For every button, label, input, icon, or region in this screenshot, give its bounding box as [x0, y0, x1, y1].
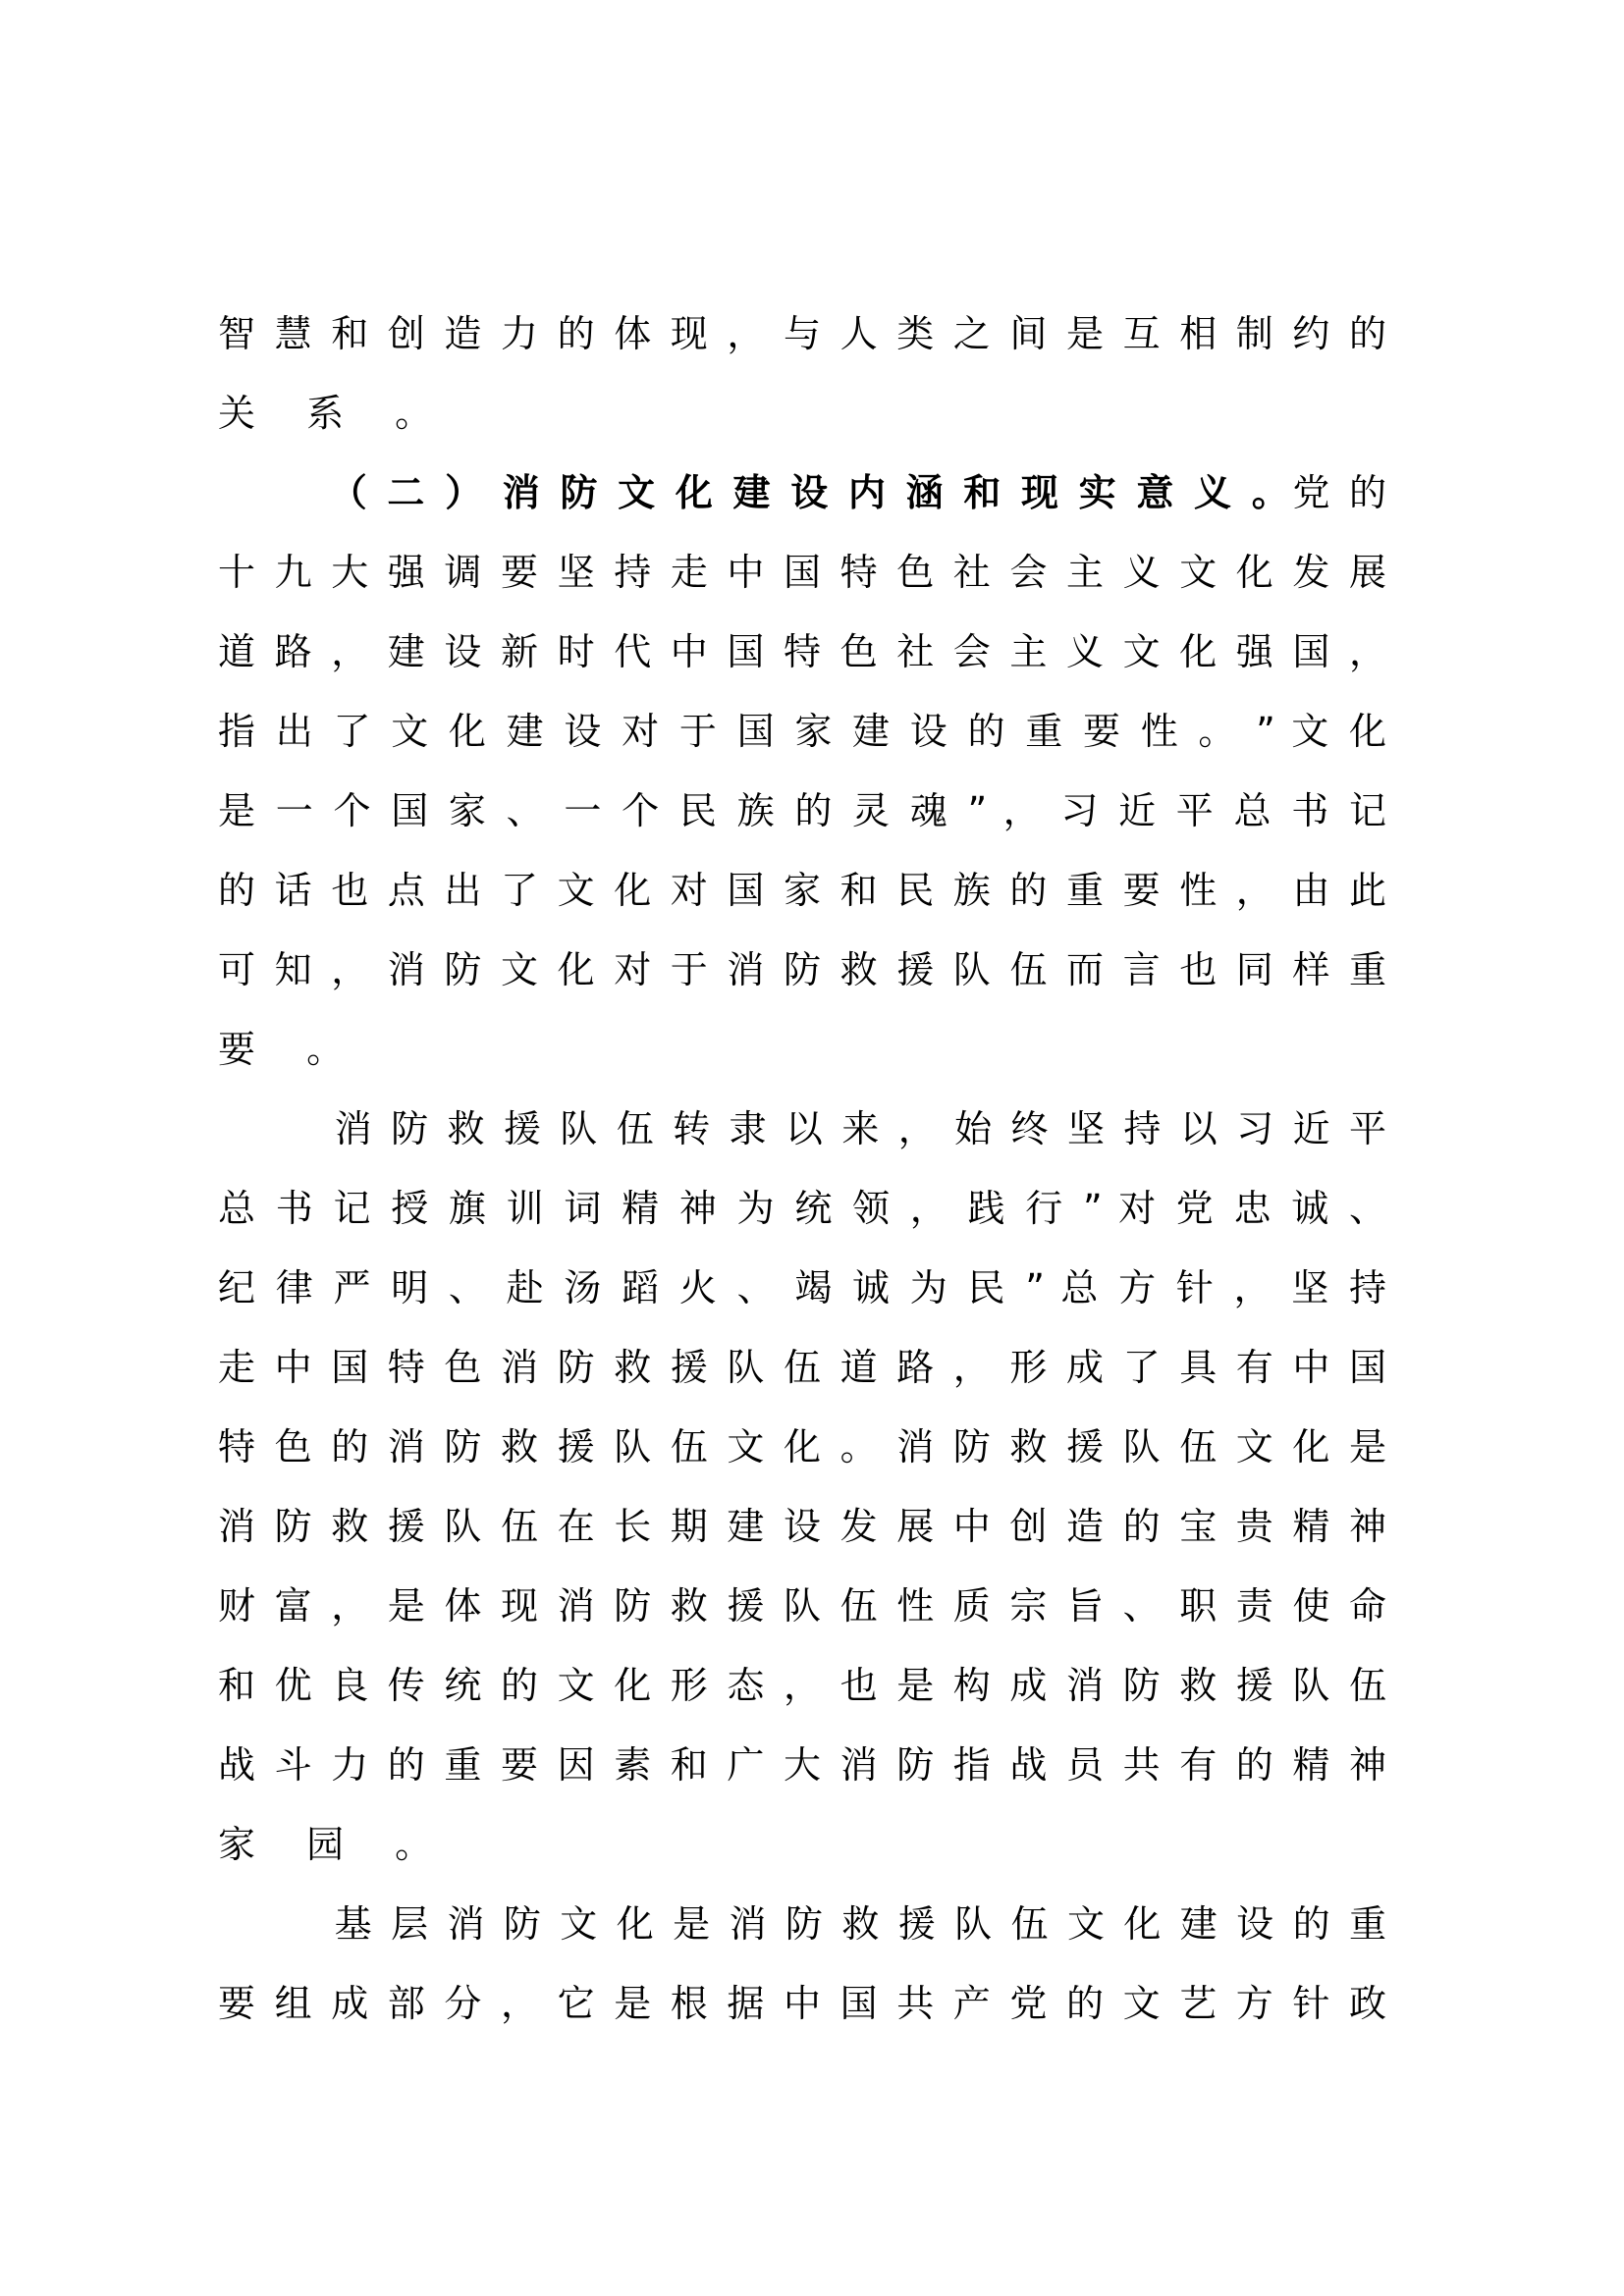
text-line: 总 书 记 授 旗 训 词 精 神 为 统 领 ， 践 行 ” 对 党 忠 诚 、 [218, 1187, 1386, 1230]
text-line: 走 中 国 特 色 消 防 救 援 队 伍 道 路 ， 形 成 了 具 有 中 国 [218, 1346, 1386, 1389]
body-text [218, 294, 1386, 2044]
text-line: 道 路 ， 建 设 新 时 代 中 国 特 色 社 会 主 义 文 化 强 国 ， [218, 630, 1386, 673]
text-line: 基 层 消 防 文 化 是 消 防 救 援 队 伍 文 化 建 设 的 重 [331, 1902, 1386, 1946]
text-line: 的 话 也 点 出 了 文 化 对 国 家 和 民 族 的 重 要 性 ， 由 此 [218, 869, 1386, 912]
section-heading: （ 二 ） 消 防 文 化 建 设 内 涵 和 现 实 意 义 。 [326, 471, 1293, 514]
text-line: 是 一 个 国 家 、 一 个 民 族 的 灵 魂 ” ， 习 近 平 总 书 记 [218, 789, 1386, 832]
text-line: 家 园 。 [218, 1823, 453, 1866]
text-line: 可 知 ， 消 防 文 化 对 于 消 防 救 援 队 伍 而 言 也 同 样 重 [218, 948, 1386, 991]
text-line: 特 色 的 消 防 救 援 队 伍 文 化 。 消 防 救 援 队 伍 文 化 是 [218, 1425, 1386, 1468]
text-line: 和 优 良 传 统 的 文 化 形 态 ， 也 是 构 成 消 防 救 援 队 伍 [218, 1664, 1386, 1707]
text-line: 关 系 。 [218, 392, 453, 435]
section-heading-line [218, 454, 1386, 533]
text-line: 财 富 ， 是 体 现 消 防 救 援 队 伍 性 质 宗 旨 、 职 责 使 命 [218, 1584, 1386, 1628]
text-line: 消 防 救 援 队 伍 转 隶 以 来 ， 始 终 坚 持 以 习 近 平 [331, 1107, 1386, 1150]
paragraph-first-line [218, 1090, 1386, 1169]
text-line: 要 组 成 部 分 ， 它 是 根 据 中 国 共 产 党 的 文 艺 方 针 政 [218, 1982, 1386, 2025]
text-line: 智 慧 和 创 造 力 的 体 现 ， 与 人 类 之 间 是 互 相 制 约 的 [218, 312, 1386, 355]
text-line: 指 出 了 文 化 建 设 对 于 国 家 建 设 的 重 要 性 。 ” 文 化 [218, 710, 1386, 753]
text-line: 纪 律 严 明 、 赴 汤 蹈 火 、 竭 诚 为 民 ” 总 方 针 ， 坚 持 [218, 1266, 1386, 1309]
text-line: 要 。 [218, 1028, 364, 1071]
text-line: 十 九 大 强 调 要 坚 持 走 中 国 特 色 社 会 主 义 文 化 发 展 [218, 551, 1386, 594]
text-line: 消 防 救 援 队 伍 在 长 期 建 设 发 展 中 创 造 的 宝 贵 精 神 [218, 1505, 1386, 1548]
text-line: 战 斗 力 的 重 要 因 素 和 广 大 消 防 指 战 员 共 有 的 精 神 [218, 1743, 1386, 1787]
heading-line-tail: 党 的 [1292, 471, 1386, 514]
paragraph-first-line [218, 1885, 1386, 1964]
